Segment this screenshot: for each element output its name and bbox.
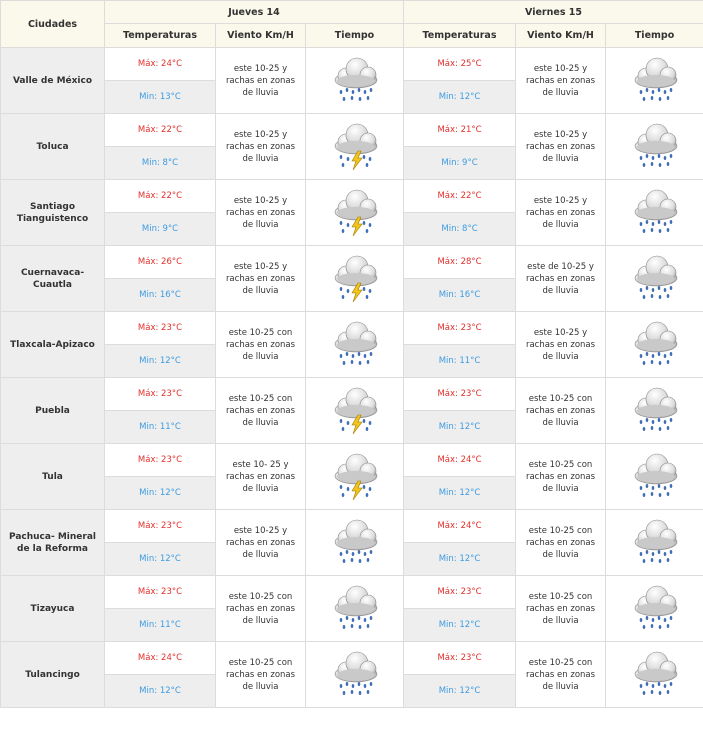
wind-text: este 10-25 con rachas en zonas de lluvia bbox=[516, 444, 606, 510]
rain-cloud-icon bbox=[629, 582, 681, 636]
city-name: Tula bbox=[1, 444, 105, 510]
min-temp: Min: 11°C bbox=[404, 345, 516, 378]
table-row bbox=[1, 114, 703, 147]
min-temp: Min: 12°C bbox=[404, 543, 516, 576]
wind-text: este 10-25 y rachas en zonas de lluvia bbox=[216, 48, 306, 114]
max-temp: Máx: 28°C bbox=[404, 246, 516, 279]
max-temp: Máx: 24°C bbox=[105, 48, 216, 81]
table-row bbox=[1, 444, 703, 477]
max-temp: Máx: 23°C bbox=[404, 312, 516, 345]
table-row bbox=[1, 642, 703, 675]
city-name: Pachuca- Mineral de la Reforma bbox=[1, 510, 105, 576]
weather-cell bbox=[606, 312, 703, 378]
day-header-2: Viernes 15 bbox=[404, 1, 703, 24]
column-header-weather: Tiempo bbox=[606, 24, 703, 48]
weather-cell bbox=[606, 378, 703, 444]
wind-text: este 10-25 y rachas en zonas de lluvia bbox=[216, 180, 306, 246]
day-header-1: Jueves 14 bbox=[105, 1, 404, 24]
max-temp: Máx: 24°C bbox=[404, 444, 516, 477]
weather-cell bbox=[606, 576, 703, 642]
thunderstorm-icon bbox=[329, 384, 381, 438]
min-temp: Min: 16°C bbox=[105, 279, 216, 312]
thunderstorm-icon bbox=[329, 450, 381, 504]
wind-text: este 10-25 y rachas en zonas de lluvia bbox=[516, 312, 606, 378]
max-temp: Máx: 23°C bbox=[105, 444, 216, 477]
column-header-weather: Tiempo bbox=[306, 24, 404, 48]
min-temp: Min: 12°C bbox=[105, 345, 216, 378]
max-temp: Máx: 22°C bbox=[105, 114, 216, 147]
wind-text: este 10-25 con rachas en zonas de lluvia bbox=[216, 576, 306, 642]
max-temp: Máx: 25°C bbox=[404, 48, 516, 81]
rain-cloud-icon bbox=[629, 384, 681, 438]
wind-text: este 10-25 y rachas en zonas de lluvia bbox=[516, 114, 606, 180]
column-header-temp: Temperaturas bbox=[404, 24, 516, 48]
rain-cloud-icon bbox=[629, 54, 681, 108]
weather-cell bbox=[306, 576, 404, 642]
table-row bbox=[1, 246, 703, 279]
weather-cell bbox=[306, 114, 404, 180]
min-temp: Min: 11°C bbox=[105, 609, 216, 642]
max-temp: Máx: 23°C bbox=[404, 642, 516, 675]
weather-cell bbox=[606, 642, 703, 708]
wind-text: este 10-25 y rachas en zonas de lluvia bbox=[216, 510, 306, 576]
max-temp: Máx: 22°C bbox=[404, 180, 516, 213]
max-temp: Máx: 22°C bbox=[105, 180, 216, 213]
weather-cell bbox=[306, 378, 404, 444]
forecast-body bbox=[1, 48, 703, 708]
weather-cell bbox=[606, 180, 703, 246]
table-row bbox=[1, 180, 703, 213]
weather-cell bbox=[306, 444, 404, 510]
wind-text: este 10-25 y rachas en zonas de lluvia bbox=[516, 180, 606, 246]
weather-cell bbox=[606, 510, 703, 576]
rain-cloud-icon bbox=[329, 582, 381, 636]
min-temp: Min: 8°C bbox=[404, 213, 516, 246]
rain-cloud-icon bbox=[329, 516, 381, 570]
wind-text: este 10- 25 y rachas en zonas de lluvia bbox=[216, 444, 306, 510]
wind-text: este 10-25 con rachas en zonas de lluvia bbox=[516, 576, 606, 642]
city-name: Puebla bbox=[1, 378, 105, 444]
min-temp: Min: 12°C bbox=[404, 411, 516, 444]
rain-cloud-icon bbox=[629, 252, 681, 306]
min-temp: Min: 12°C bbox=[105, 477, 216, 510]
table-row bbox=[1, 312, 703, 345]
wind-text: este 10-25 y rachas en zonas de lluvia bbox=[216, 246, 306, 312]
weather-cell bbox=[306, 642, 404, 708]
weather-cell bbox=[306, 180, 404, 246]
table-row bbox=[1, 378, 703, 411]
weather-cell bbox=[606, 444, 703, 510]
weather-cell bbox=[606, 114, 703, 180]
city-name: Santiago Tianguistenco bbox=[1, 180, 105, 246]
max-temp: Máx: 24°C bbox=[404, 510, 516, 543]
rain-cloud-icon bbox=[329, 54, 381, 108]
header-row-columns bbox=[1, 24, 703, 48]
max-temp: Máx: 26°C bbox=[105, 246, 216, 279]
city-name: Tulancingo bbox=[1, 642, 105, 708]
city-name: Toluca bbox=[1, 114, 105, 180]
column-header-wind: Viento Km/H bbox=[516, 24, 606, 48]
table-row bbox=[1, 48, 703, 81]
column-header-temp: Temperaturas bbox=[105, 24, 216, 48]
table-row bbox=[1, 576, 703, 609]
wind-text: este 10-25 con rachas en zonas de lluvia bbox=[216, 312, 306, 378]
cities-header: Ciudades bbox=[1, 1, 105, 48]
min-temp: Min: 12°C bbox=[404, 477, 516, 510]
city-name: Cuernavaca-Cuautla bbox=[1, 246, 105, 312]
max-temp: Máx: 24°C bbox=[105, 642, 216, 675]
min-temp: Min: 12°C bbox=[404, 81, 516, 114]
min-temp: Min: 9°C bbox=[404, 147, 516, 180]
weather-cell bbox=[606, 48, 703, 114]
max-temp: Máx: 23°C bbox=[404, 576, 516, 609]
table-row bbox=[1, 510, 703, 543]
wind-text: este de 10-25 y rachas en zonas de lluvia bbox=[516, 246, 606, 312]
max-temp: Máx: 23°C bbox=[404, 378, 516, 411]
weather-cell bbox=[306, 510, 404, 576]
weather-cell bbox=[306, 312, 404, 378]
thunderstorm-icon bbox=[329, 252, 381, 306]
min-temp: Min: 12°C bbox=[404, 609, 516, 642]
rain-cloud-icon bbox=[329, 648, 381, 702]
min-temp: Min: 16°C bbox=[404, 279, 516, 312]
wind-text: este 10-25 y rachas en zonas de lluvia bbox=[216, 114, 306, 180]
min-temp: Min: 12°C bbox=[105, 675, 216, 708]
thunderstorm-icon bbox=[329, 120, 381, 174]
weather-cell bbox=[306, 246, 404, 312]
min-temp: Min: 8°C bbox=[105, 147, 216, 180]
min-temp: Min: 12°C bbox=[404, 675, 516, 708]
min-temp: Min: 9°C bbox=[105, 213, 216, 246]
rain-cloud-icon bbox=[629, 120, 681, 174]
rain-cloud-icon bbox=[629, 186, 681, 240]
max-temp: Máx: 23°C bbox=[105, 312, 216, 345]
min-temp: Min: 12°C bbox=[105, 543, 216, 576]
wind-text: este 10-25 con rachas en zonas de lluvia bbox=[516, 642, 606, 708]
wind-text: este 10-25 con rachas en zonas de lluvia bbox=[516, 378, 606, 444]
wind-text: este 10-25 y rachas en zonas de lluvia bbox=[516, 48, 606, 114]
rain-cloud-icon bbox=[629, 648, 681, 702]
rain-cloud-icon bbox=[329, 318, 381, 372]
header-row-days bbox=[1, 1, 703, 24]
min-temp: Min: 11°C bbox=[105, 411, 216, 444]
wind-text: este 10-25 con rachas en zonas de lluvia bbox=[216, 378, 306, 444]
thunderstorm-icon bbox=[329, 186, 381, 240]
city-name: Valle de México bbox=[1, 48, 105, 114]
max-temp: Máx: 21°C bbox=[404, 114, 516, 147]
max-temp: Máx: 23°C bbox=[105, 378, 216, 411]
city-name: Tizayuca bbox=[1, 576, 105, 642]
rain-cloud-icon bbox=[629, 450, 681, 504]
weather-cell bbox=[306, 48, 404, 114]
weather-cell bbox=[606, 246, 703, 312]
wind-text: este 10-25 con rachas en zonas de lluvia bbox=[516, 510, 606, 576]
column-header-wind: Viento Km/H bbox=[216, 24, 306, 48]
max-temp: Máx: 23°C bbox=[105, 510, 216, 543]
rain-cloud-icon bbox=[629, 318, 681, 372]
min-temp: Min: 13°C bbox=[105, 81, 216, 114]
city-name: Tlaxcala-Apizaco bbox=[1, 312, 105, 378]
wind-text: este 10-25 con rachas en zonas de lluvia bbox=[216, 642, 306, 708]
max-temp: Máx: 23°C bbox=[105, 576, 216, 609]
rain-cloud-icon bbox=[629, 516, 681, 570]
